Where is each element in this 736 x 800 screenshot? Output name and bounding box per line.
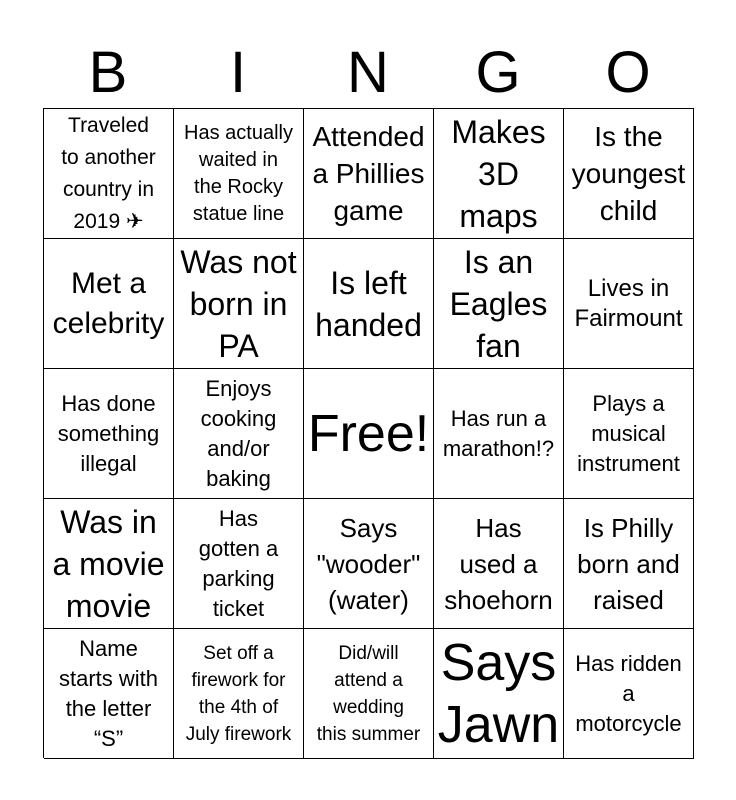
bingo-cell[interactable] [174, 109, 304, 239]
bingo-cell[interactable] [434, 499, 564, 629]
title-letter-g: G [475, 40, 521, 105]
cell-text: Has used a shoehorn [444, 512, 553, 615]
cell-text: Is the youngest child [571, 121, 686, 226]
cell-text: Traveled to another country in 2019 ✈ [61, 113, 156, 233]
bingo-cell[interactable] [44, 499, 174, 629]
bingo-cell[interactable] [174, 239, 304, 369]
bingo-title [43, 38, 693, 108]
cell-text: Says "wooder" (water) [316, 512, 421, 615]
cell-text: Did/will attend a wedding this summer [316, 642, 421, 745]
bingo-cell[interactable] [304, 499, 434, 629]
bingo-cell[interactable] [174, 499, 304, 629]
cell-text: Has done something illegal [57, 390, 160, 476]
title-letter-n: N [347, 40, 389, 105]
bingo-cell[interactable] [44, 369, 174, 499]
title-letter-o: O [605, 40, 651, 105]
bingo-cell[interactable] [304, 109, 434, 239]
title-letter-i: I [229, 40, 247, 105]
bingo-cell[interactable] [564, 239, 694, 369]
free-space-text: Free! [307, 404, 430, 463]
bingo-cell[interactable] [434, 629, 564, 759]
cell-text: Has actually waited in the Rocky statue line [184, 121, 293, 225]
cell-text: Is left handed [315, 264, 422, 343]
bingo-cell[interactable] [44, 109, 174, 239]
cell-text: Lives in Fairmount [574, 274, 683, 332]
bingo-cell[interactable] [564, 629, 694, 759]
cell-text: Has ridden a motorcycle [575, 650, 682, 736]
cell-text: Set off a firework for the 4th of July firework [185, 642, 292, 745]
cell-text: Met a celebrity [52, 266, 165, 340]
cell-text: Attended a Phillies game [312, 121, 425, 226]
cell-text: Enjoys cooking and/or baking [200, 375, 277, 491]
bingo-cell[interactable] [564, 369, 694, 499]
bingo-cell[interactable] [304, 239, 434, 369]
cell-text: Was in a movie movie [52, 503, 165, 624]
free-space[interactable] [304, 369, 434, 499]
title-letter-b: B [88, 40, 128, 105]
bingo-board [43, 108, 694, 758]
bingo-cell[interactable] [564, 109, 694, 239]
cell-text: Says Jawn [437, 633, 560, 754]
bingo-cell[interactable] [44, 239, 174, 369]
bingo-cell[interactable] [434, 369, 564, 499]
cell-text: Plays a musical instrument [577, 390, 680, 476]
bingo-cell[interactable] [434, 239, 564, 369]
bingo-cell[interactable] [304, 629, 434, 759]
cell-text: Has gotten a parking ticket [198, 505, 279, 621]
cell-text: Has run a marathon!? [442, 405, 555, 461]
cell-text: Was not born in PA [180, 243, 297, 364]
bingo-cell[interactable] [434, 109, 564, 239]
bingo-cell[interactable] [174, 629, 304, 759]
bingo-cell[interactable] [44, 629, 174, 759]
cell-text: Makes 3D maps [451, 113, 546, 234]
bingo-cell[interactable] [564, 499, 694, 629]
bingo-cell[interactable] [174, 369, 304, 499]
cell-text: Is Philly born and raised [577, 512, 680, 615]
cell-text: Is an Eagles fan [449, 243, 548, 364]
cell-text: Name starts with the letter “S” [58, 635, 159, 751]
